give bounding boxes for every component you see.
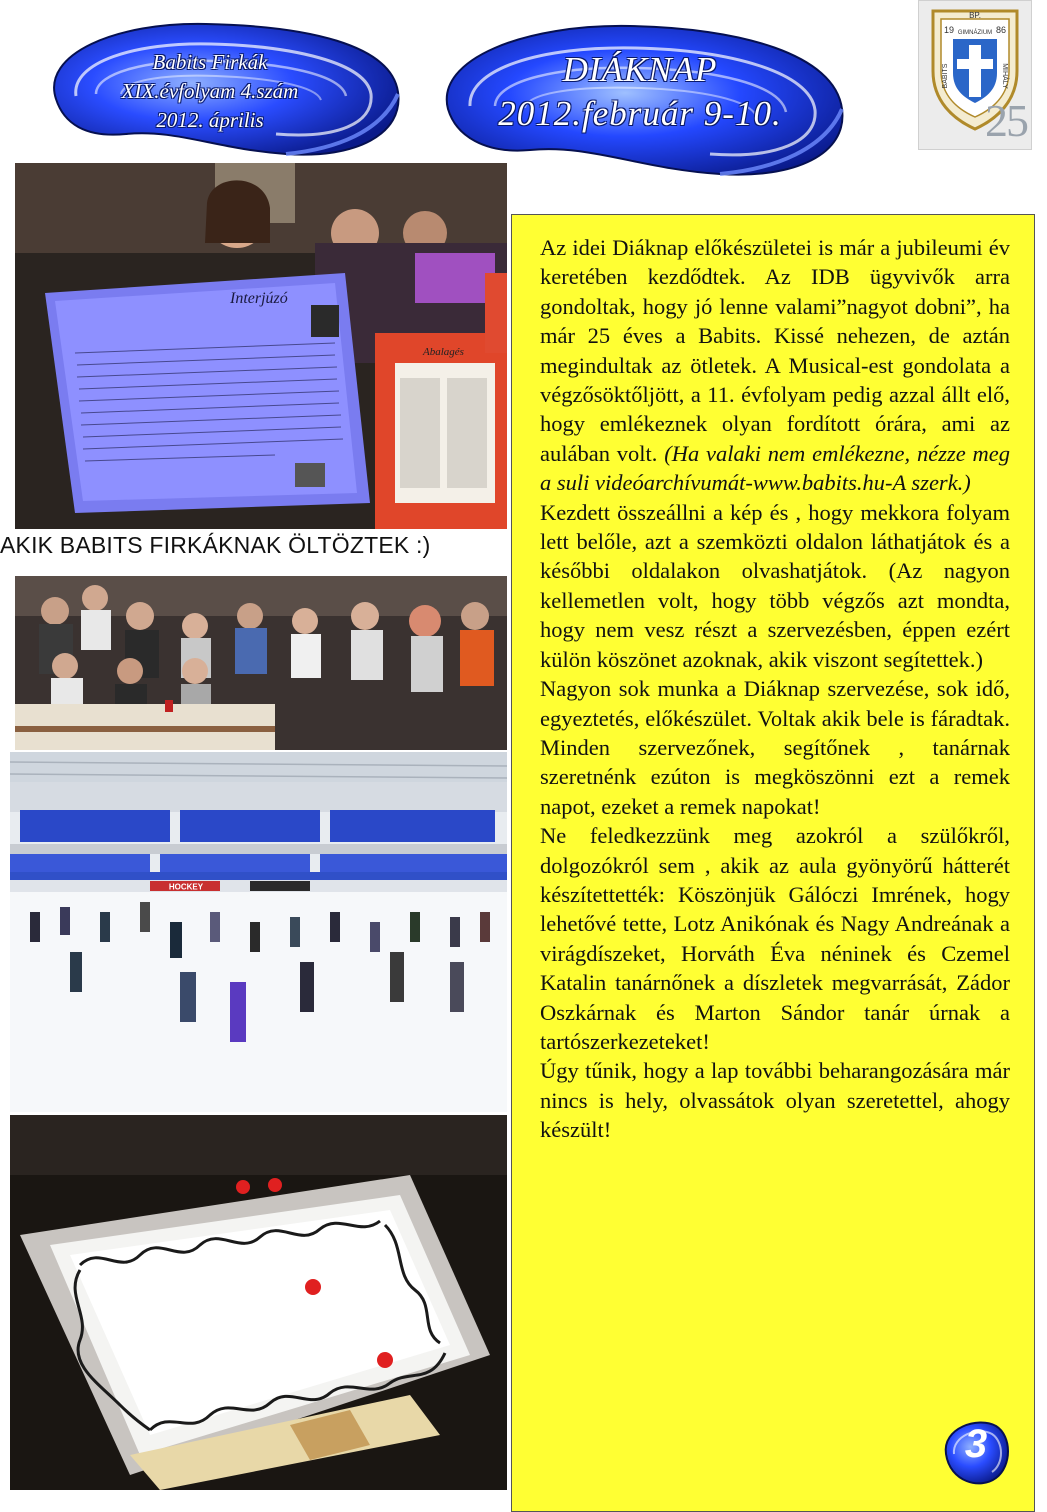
photo-costume-group — [15, 576, 507, 750]
issue-info — [60, 48, 360, 135]
article-paragraph: Ne feledkezzünk meg azokról a szülőkről, dolgozókról sem , akik az aula gyönyörű hátterét készítettették: Köszönjük Gálóczi Imrének, hogy lehetővé tette, Lotz Anikónak és Nagy Andreának a virágdíszeket, Horváth Éva néninek és Czemel Katalin tanárnőnek a díszletek megvarrását, Zádor Oszkárnak és Marton Sándor tanár úrnak a tartószerkezeteket! — [540, 823, 1010, 1054]
issue-publication: Babits Firkák — [152, 50, 268, 74]
article-paragraph: Úgy tűnik, hogy a lap további beharangozására már nincs is hely, olvassátok olyan szeretettel, ahogy készült! — [540, 1058, 1010, 1143]
rink-banner-hockey: HOCKEY — [168, 882, 204, 892]
issue-date: 2012. április — [156, 108, 264, 132]
event-info — [455, 48, 825, 136]
svg-text:19: 19 — [943, 25, 955, 35]
article-paragraph: Az idei Diáknap előkészületei is már a jubileumi év keretében kezdődtek. Az IDB ügyvivők arra gondoltak, hogy jó lenne valami”nagyot dobni”, ha már 25 éves a Babits. Kissé nehezen, de aztán megindultak az ötletek. A Musical-est gondolata a végzősöktőljött, a 11. évfolyam pedig azzal állt elő, hogy emlékeznek olyan fordított órára, ami az aulában volt. (Ha valaki nem emlékezne, nézze meg a suli videóarchívumát-www.babits.hu-A szerk.) — [540, 235, 1010, 496]
photo-poster-parade — [15, 163, 507, 529]
article-box — [511, 214, 1035, 1512]
photo-cake — [10, 1115, 507, 1490]
school-logo — [918, 0, 1032, 150]
svg-text:MIHÁLY: MIHÁLY — [1001, 63, 1008, 89]
photo-ice-rink — [10, 752, 507, 1112]
poster-title: Interjúzó — [230, 290, 288, 307]
page-number-badge — [938, 1414, 1014, 1490]
photo-caption: AKIK BABITS FIRKÁKNAK ÖLTÖZTEK :) — [0, 532, 431, 558]
anniversary-number: 25 — [985, 95, 1027, 146]
svg-text:BP.: BP. — [969, 11, 981, 20]
issue-volume: XIX.évfolyam 4.szám — [121, 79, 299, 103]
article-editor-note: (Ha valaki nem emlékezne, nézze meg a suli videóarchívumát-www.babits.hu-A szerk.) — [540, 440, 1010, 496]
bag-label: Abalagés — [423, 346, 464, 358]
svg-text:86: 86 — [995, 25, 1007, 35]
svg-text:GIMNÁZIUM: GIMNÁZIUM — [957, 30, 993, 36]
article-paragraph: Kezdett összeállni a kép és , hogy mekkora folyam lett belőle, azt a szemközti oldalon láthatjátok és a későbbi oldalakon olvashatjátok. (Az nagyon kellemetlen volt, hogy több végzős azt mondta, hogy nem vesz részt a szervezésben, éppen ezért külön köszönet azoknak, akik viszont segítettek.) — [540, 499, 1010, 672]
event-date: 2012.február 9-10. — [498, 94, 782, 133]
article-paragraph: Nagyon sok munka a Diáknap szervezése, sok idő, egyeztetés, előkészület. Voltak akik bele is fáradtak. Minden szervezőnek, segítőnek , tanárnak szeretnénk ezúton is megköszönni ezt a remek napot, ezeket a remek napokat! — [540, 676, 1010, 819]
event-title: DIÁKNAP — [562, 50, 718, 89]
page-number: 3 — [964, 1422, 988, 1466]
svg-text:BABITS: BABITS — [942, 63, 949, 89]
article-text — [540, 233, 1010, 1145]
